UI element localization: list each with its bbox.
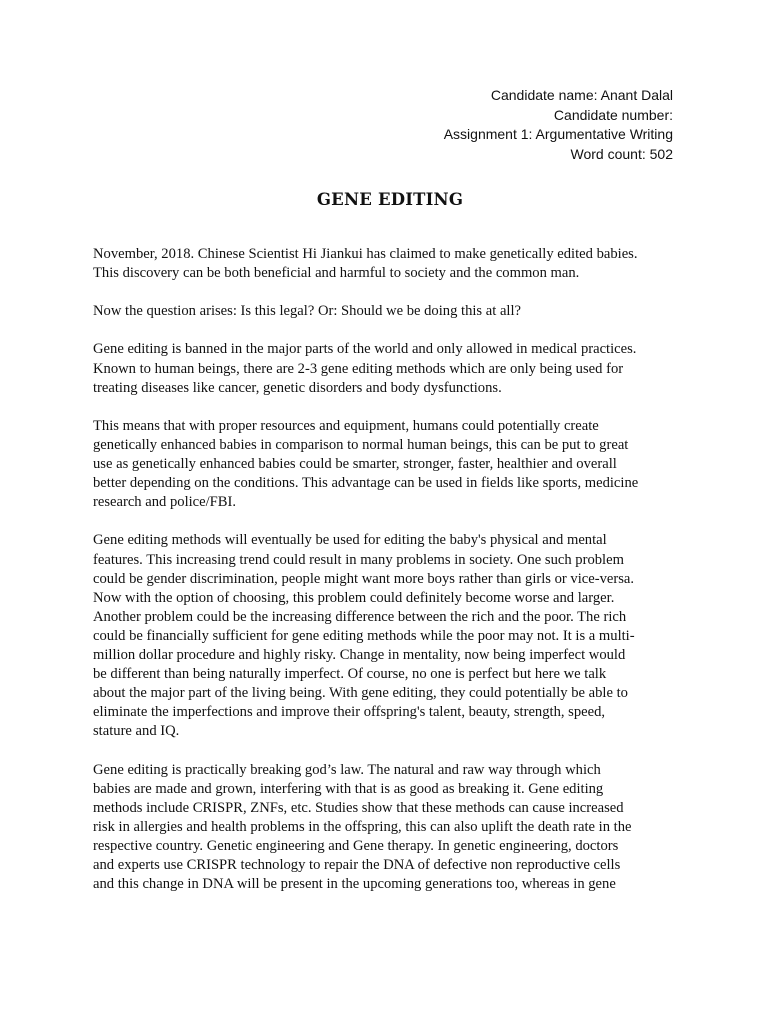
paragraph-line: and this change in DNA will be present in the upcoming generations too, whereas in gene: [93, 876, 616, 893]
paragraph-line: be different than being naturally imperfect. Of course, no one is perfect but here we talk: [93, 666, 607, 683]
paragraph-line: about the major part of the living being. With gene editing, they could potentially be able to: [93, 685, 628, 702]
paragraph-line: risk in allergies and health problems in the offspring, this can also uplift the death rate in the: [93, 818, 632, 835]
candidate-info-header: [444, 86, 673, 164]
paragraph-line: could be gender discrimination, people might want more boys rather than girls or vice-versa.: [93, 570, 635, 587]
candidate-number-line: Candidate number:: [553, 106, 673, 123]
candidate-name-line: Candidate name: Anant Dalal: [490, 87, 673, 103]
body-paragraph: [93, 531, 675, 741]
paragraph-line: eliminate the imperfections and improve their offspring's talent, beauty, strength, speed,: [93, 704, 606, 721]
paragraph-line: features. This increasing trend could result in many problems in society. One such problem: [93, 551, 624, 568]
paragraph-line: better depending on the conditions. This advantage can be used in fields like sports, medicine: [93, 475, 639, 492]
document-body: [93, 245, 675, 913]
paragraph-line: Gene editing is practically breaking god’s law. The natural and raw way through which: [93, 761, 601, 778]
paragraph-line: Gene editing methods will eventually be used for editing the baby's physical and mental: [93, 532, 607, 549]
paragraph-line: research and police/FBI.: [93, 494, 237, 511]
word-count-line: Word count: 502: [570, 145, 673, 162]
paragraph-line: November, 2018. Chinese Scientist Hi Jiankui has claimed to make genetically edited babies.: [93, 246, 638, 262]
assignment-line: Assignment 1: Argumentative Writing: [443, 126, 673, 142]
paragraph-line: and experts use CRISPR technology to repair the DNA of defective non reproductive cells: [93, 857, 621, 873]
paragraph-line: Known to human beings, there are 2-3 gene editing methods which are only being used for: [93, 360, 624, 377]
paragraph-line: million dollar procedure and highly risky. Change in mentality, now being imperfect would: [93, 646, 626, 663]
paragraph-line: could be financially sufficient for gene editing methods while the poor may not. It is a multi-: [93, 627, 635, 644]
paragraph-line: babies are made and grown, interfering with that is as good as breaking it. Gene editing: [93, 780, 604, 797]
paragraph-line: treating diseases like cancer, genetic disorders and body dysfunctions.: [93, 379, 502, 396]
body-paragraph: [93, 417, 675, 512]
body-paragraph: [93, 340, 675, 397]
paragraph-line: genetically enhanced babies in comparison to normal human beings, this can be put to great: [93, 436, 629, 453]
paragraph-line: Now the question arises: Is this legal? Or: Should we be doing this at all?: [93, 303, 522, 320]
paragraph-line: Another problem could be the increasing difference between the rich and the poor. The rich: [93, 608, 627, 625]
paragraph-line: stature and IQ.: [93, 723, 180, 740]
paragraph-line: This discovery can be both beneficial and harmful to society and the common man.: [93, 265, 580, 282]
paragraph-line: Gene editing is banned in the major parts of the world and only allowed in medical practices.: [93, 341, 637, 358]
body-paragraph: [93, 302, 675, 321]
paragraph-line: respective country. Genetic engineering and Gene therapy. In genetic engineering, doctors: [93, 837, 619, 854]
paragraph-line: methods include CRISPR, ZNFs, etc. Studies show that these methods can cause increased: [93, 799, 624, 816]
body-paragraph: [93, 245, 675, 283]
body-paragraph: [93, 761, 675, 895]
paragraph-line: use as genetically enhanced babies could be smarter, stronger, faster, healthier and overall: [93, 456, 617, 473]
paragraph-line: Now with the option of choosing, this problem could definitely become worse and larger.: [93, 589, 615, 606]
document-title: GENE EDITING: [316, 190, 464, 209]
paragraph-line: This means that with proper resources and equipment, humans could potentially create: [93, 417, 599, 434]
